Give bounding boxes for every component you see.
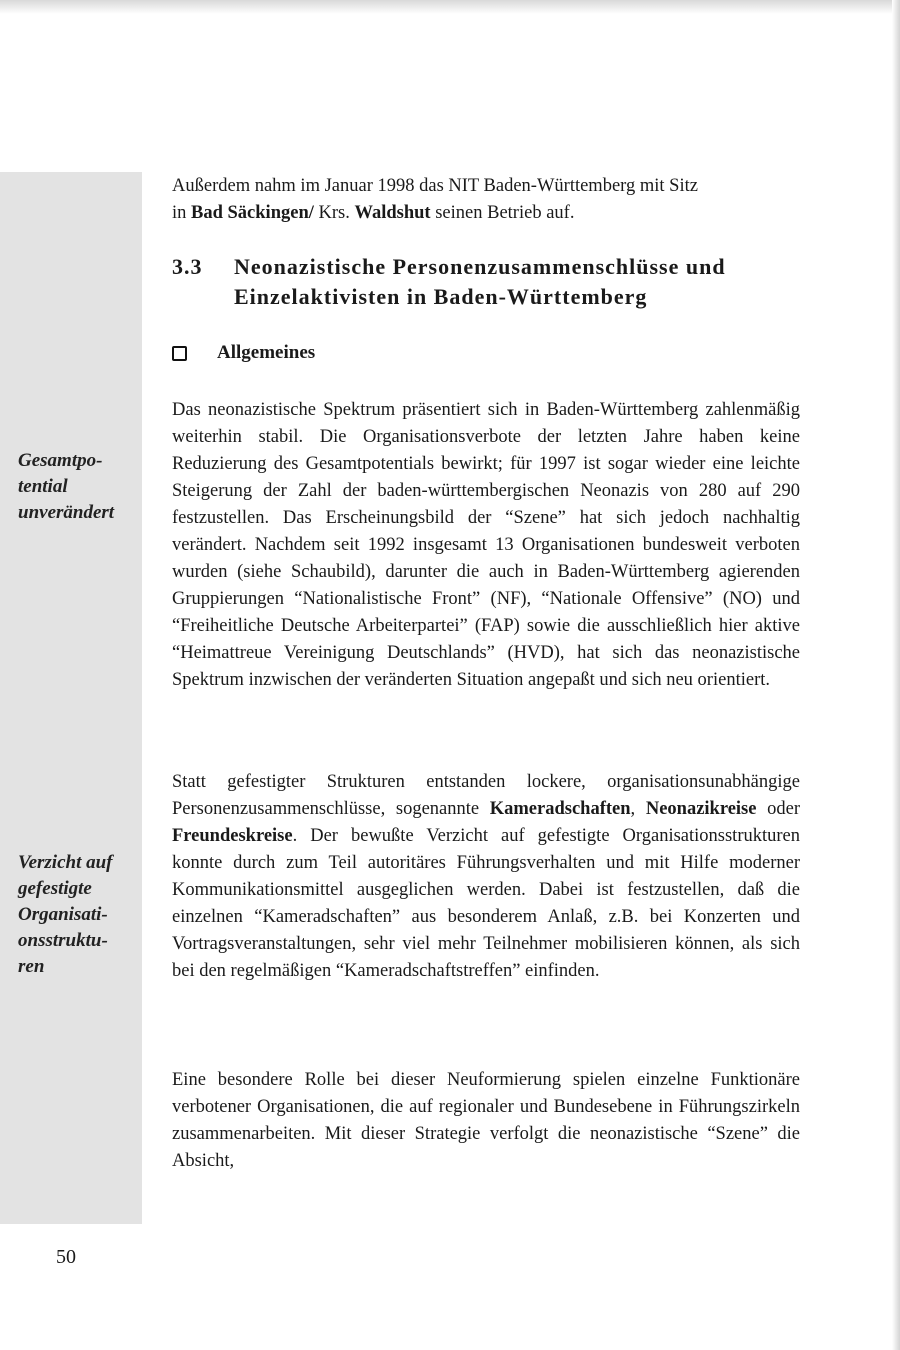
margin-column	[0, 172, 142, 1224]
intro-text: Krs.	[313, 203, 355, 223]
paragraph-2-text: ,	[630, 799, 646, 819]
page-top-shadow	[0, 0, 900, 14]
intro-line1: Außerdem nahm im Januar 1998 das NIT Baden-Württemberg mit Sitz	[172, 176, 698, 196]
location-bad-saeckingen: Bad Säckingen/	[191, 203, 314, 223]
intro-text: in	[172, 203, 192, 223]
section-number: 3.3	[172, 254, 203, 279]
paragraph-1-text: Das neonazistische Spektrum präsentiert sich in Baden-Württemberg zahlenmäßig weiterhin stabil. Die Organisationsverbote der letzten Jahre haben keine Reduzierung des Gesamtpotentials bewirkt; für 1997 ist sogar wieder eine leichte Steigerung der Zahl der baden-württembergischen Neonazis von 280 auf 290 festzustellen. Das Erscheinungsbild der “Szene” hat sich jedoch nachhaltig verändert. Nachdem seit 1992 insgesamt 13 Organisationen bundesweit verboten wurden (siehe Schaubild), darunter die auch in Baden-Württemberg agierenden Gruppierungen “Nationalistische Front” (NF), “Nationale Offensive” (NO) und “Freiheitliche Deutsche Arbeiterpartei” (FAP) sowie die ausschließlich hier aktive “Heimattreue Vereinigung Deutschlands” (HVD), hat sich das neonazistische Spektrum inzwischen der veränderten Situation angepaßt und sich neu orientiert.	[172, 400, 800, 690]
term-neonazikreise: Neonazikreise	[645, 799, 757, 819]
term-kameradschaften: Kameradschaften	[489, 799, 631, 819]
page-number: 50	[56, 1246, 76, 1268]
margin-note-gesamtpotential: Gesamtpo- tential unverändert	[18, 450, 115, 523]
margin-note-verzicht: Verzicht auf gefestigte Organisati- onsstruktu- ren	[18, 852, 113, 977]
intro-text: seinen Betrieb auf.	[430, 203, 575, 223]
location-waldshut: Waldshut	[354, 203, 431, 223]
paragraph-1	[172, 397, 800, 694]
paragraph-3-text: Eine besondere Rolle bei dieser Neuformierung spielen einzelne Funktionäre verbotener Organisationen, die auf regionaler und Bundesebene in Führungszirkeln zusammenarbeiten. Mit dieser Strategie verfolgt die neonazistische “Szene” die Absicht,	[172, 1070, 800, 1171]
paragraph-2-text: . Der bewußte Verzicht auf gefestigte Organisationsstrukturen konnte durch zum Teil autoritäres Führungsverhalten und mit Hilfe moderner Kommunikationsmittel ausgeglichen werden. Dabei ist festzustellen, daß die einzelnen “Kameradschaften” aus besonderem Anlaß, z.B. bei Konzerten und Vortragsveranstaltungen, sehr viel mehr Teilnehmer mobilisieren können, als sich bei den regelmäßigen “Kameradschaftstreffen” einfinden.	[172, 826, 800, 981]
term-freundeskreise: Freundeskreise	[172, 826, 293, 846]
section-title-line1: Neonazistische Personenzusammenschlüsse und	[234, 254, 726, 279]
checkbox-icon	[172, 346, 187, 361]
subsection-title: Allgemeines	[217, 342, 316, 363]
intro-paragraph	[172, 173, 800, 227]
section-title-line2: Einzelaktivisten in Baden-Württemberg	[234, 284, 648, 309]
paragraph-2-text: Statt gefestigter Strukturen entstanden lockere, organisationsunabhängige Personenzusammenschlüsse, sogenannte	[172, 772, 800, 819]
section-heading	[172, 252, 822, 312]
paragraph-2-text: oder	[756, 799, 800, 819]
subsection-heading	[172, 340, 315, 366]
page-edge-shadow	[892, 0, 900, 1350]
paragraph-3	[172, 1067, 800, 1175]
paragraph-2	[172, 769, 800, 985]
